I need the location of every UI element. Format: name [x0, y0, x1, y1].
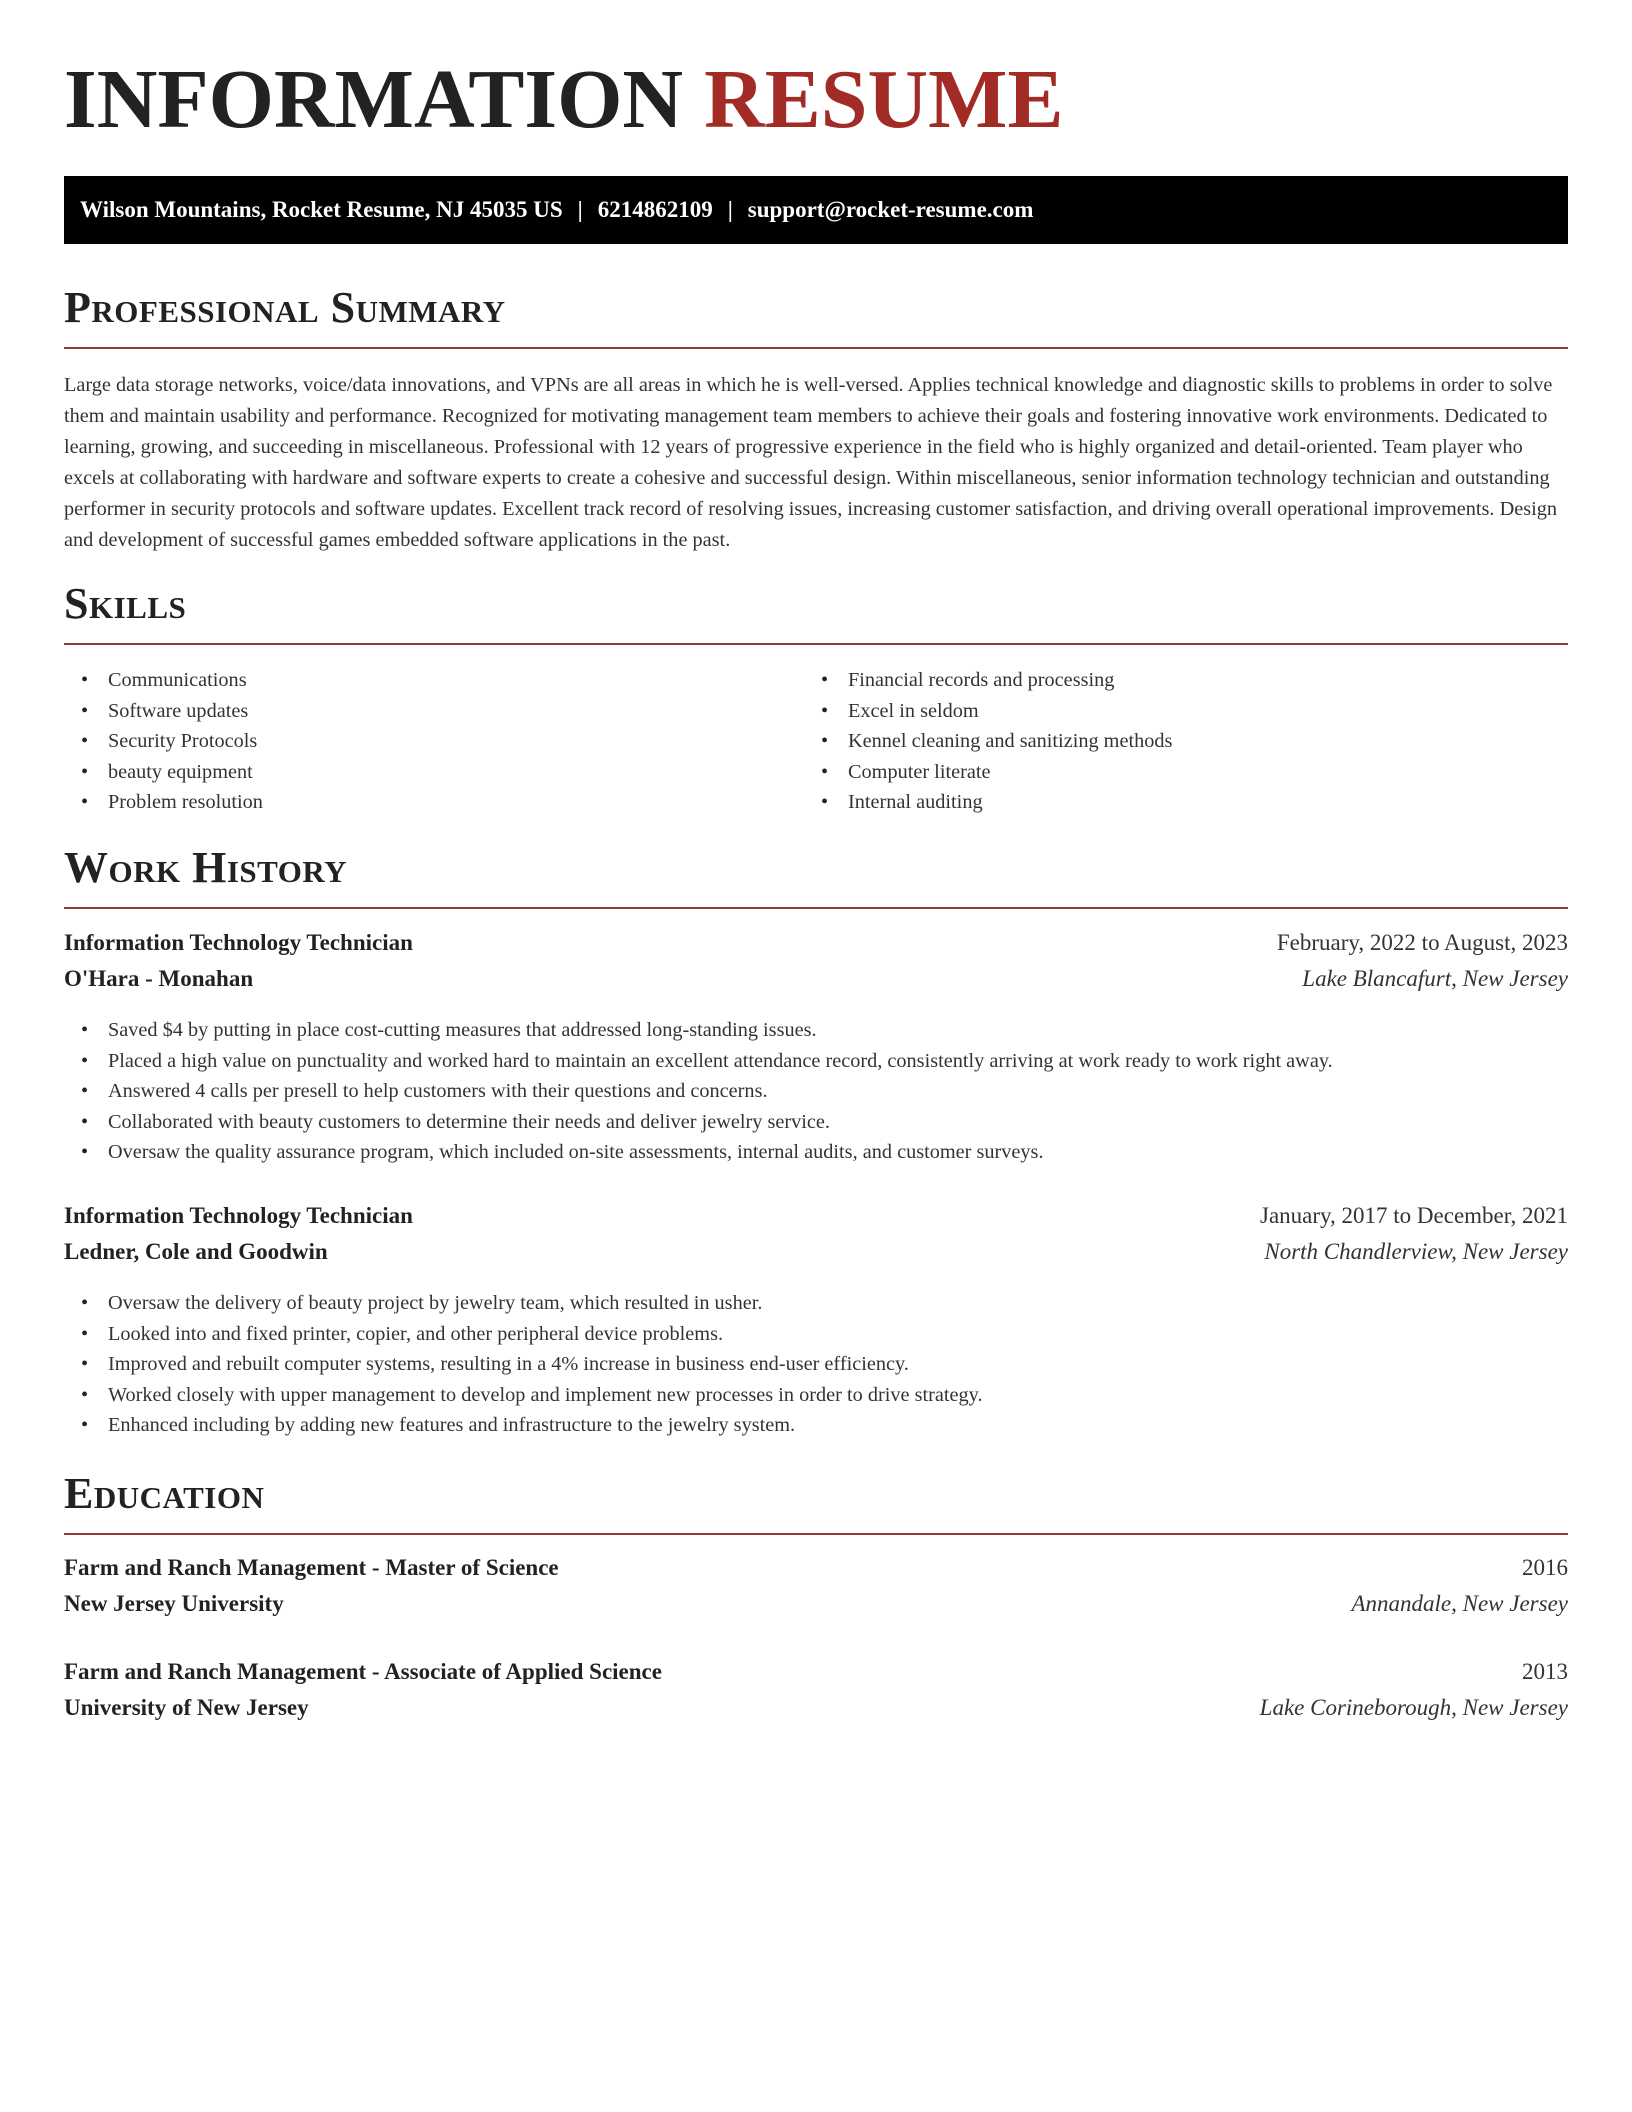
contact-separator: | [577, 197, 583, 222]
contact-email: support@rocket-resume.com [747, 197, 1034, 222]
job-location: North Chandlerview, New Jersey [1264, 1239, 1568, 1264]
contact-bar [64, 176, 1568, 244]
education-year: 2013 [1522, 1659, 1568, 1684]
skill-item: • beauty equipment [64, 757, 764, 788]
job-title: Information Technology Technician [64, 930, 413, 955]
section-divider [64, 643, 1568, 645]
job-location: Lake Blancafurt, New Jersey [1302, 966, 1568, 991]
skill-item: • Financial records and processing [804, 665, 1504, 696]
section-divider [64, 907, 1568, 909]
skill-item: • Internal auditing [804, 787, 1504, 818]
section-divider [64, 1533, 1568, 1535]
job-bullet: • Looked into and fixed printer, copier, and other peripheral device problems. [64, 1319, 1568, 1350]
job-dates: January, 2017 to December, 2021 [1260, 1203, 1568, 1228]
work-heading: Work History [64, 843, 348, 892]
skill-item: • Software updates [64, 696, 764, 727]
job-bullet: • Improved and rebuilt computer systems, resulting in a 4% increase in business end-user efficiency. [64, 1349, 1568, 1380]
education-heading: Education [64, 1469, 265, 1518]
summary-text: Large data storage networks, voice/data innovations, and VPNs are all areas in which he is well-versed. Applies technical knowledge and diagnostic skills to problems in order to solve them and maintain usability and performance. Recognized for motivating management team members to achieve their goals and fostering innovative work environments. Dedicated to learning, growing, and succeeding in miscellaneous. Professional with 12 years of progressive experience in the field who is highly organized and detail-oriented. Team player who excels at collaborating with hardware and software experts to create a cohesive and successful design. Within miscellaneous, senior information technology technician and outstanding performer in security protocols and software updates. Excellent track record of resolving issues, increasing customer satisfaction, and driving overall operational improvements. Design and development of successful games embedded software applications in the past. [64, 374, 1558, 551]
job-bullet: • Worked closely with upper management to develop and implement new processes in order to drive strategy. [64, 1380, 1568, 1411]
job-bullet: • Placed a high value on punctuality and worked hard to maintain an excellent attendance record, consistently arriving at work ready to work right away. [64, 1046, 1568, 1077]
contact-address: Wilson Mountains, Rocket Resume, NJ 45035 US [80, 197, 563, 222]
education-school: New Jersey University [64, 1591, 284, 1616]
job-bullet: • Collaborated with beauty customers to determine their needs and deliver jewelry service. [64, 1107, 1568, 1138]
section-divider [64, 347, 1568, 349]
job-title: Information Technology Technician [64, 1203, 413, 1228]
contact-phone: 6214862109 [597, 197, 713, 222]
skills-column-right [804, 665, 1504, 818]
education-entry [64, 1659, 1568, 1731]
education-entry [64, 1555, 1568, 1627]
title-main: INFORMATION [64, 53, 684, 146]
education-location: Annandale, New Jersey [1351, 1591, 1568, 1616]
skills-heading: Skills [64, 579, 187, 628]
job-company: O'Hara - Monahan [64, 966, 254, 991]
summary-heading: Professional Summary [64, 283, 506, 332]
education-degree: Farm and Ranch Management - Associate of Applied Science [64, 1659, 662, 1684]
education-location: Lake Corineborough, New Jersey [1259, 1695, 1568, 1720]
title-accent: RESUME [704, 53, 1064, 146]
job-entry [64, 1203, 1568, 1441]
skills-column-left [64, 665, 764, 818]
job-bullet: • Answered 4 calls per presell to help customers with their questions and concerns. [64, 1076, 1568, 1107]
contact-separator: | [727, 197, 733, 222]
education-school: University of New Jersey [64, 1695, 309, 1720]
job-entry [64, 930, 1568, 1168]
education-degree: Farm and Ranch Management - Master of Science [64, 1555, 559, 1580]
job-company: Ledner, Cole and Goodwin [64, 1239, 328, 1264]
skill-item: • Problem resolution [64, 787, 764, 818]
job-dates: February, 2022 to August, 2023 [1276, 930, 1568, 955]
skill-item: • Communications [64, 665, 764, 696]
job-bullet: • Saved $4 by putting in place cost-cutting measures that addressed long-standing issues. [64, 1015, 1568, 1046]
skill-item: • Computer literate [804, 757, 1504, 788]
skill-item: • Excel in seldom [804, 696, 1504, 727]
skill-item: • Kennel cleaning and sanitizing methods [804, 726, 1504, 757]
education-year: 2016 [1522, 1555, 1568, 1580]
resume-title [64, 52, 1063, 149]
job-bullet: • Oversaw the quality assurance program, which included on-site assessments, internal audits, and customer surveys. [64, 1137, 1568, 1168]
job-bullet: • Enhanced including by adding new features and infrastructure to the jewelry system. [64, 1410, 1568, 1441]
job-bullet: • Oversaw the delivery of beauty project by jewelry team, which resulted in usher. [64, 1288, 1568, 1319]
skill-item: • Security Protocols [64, 726, 764, 757]
